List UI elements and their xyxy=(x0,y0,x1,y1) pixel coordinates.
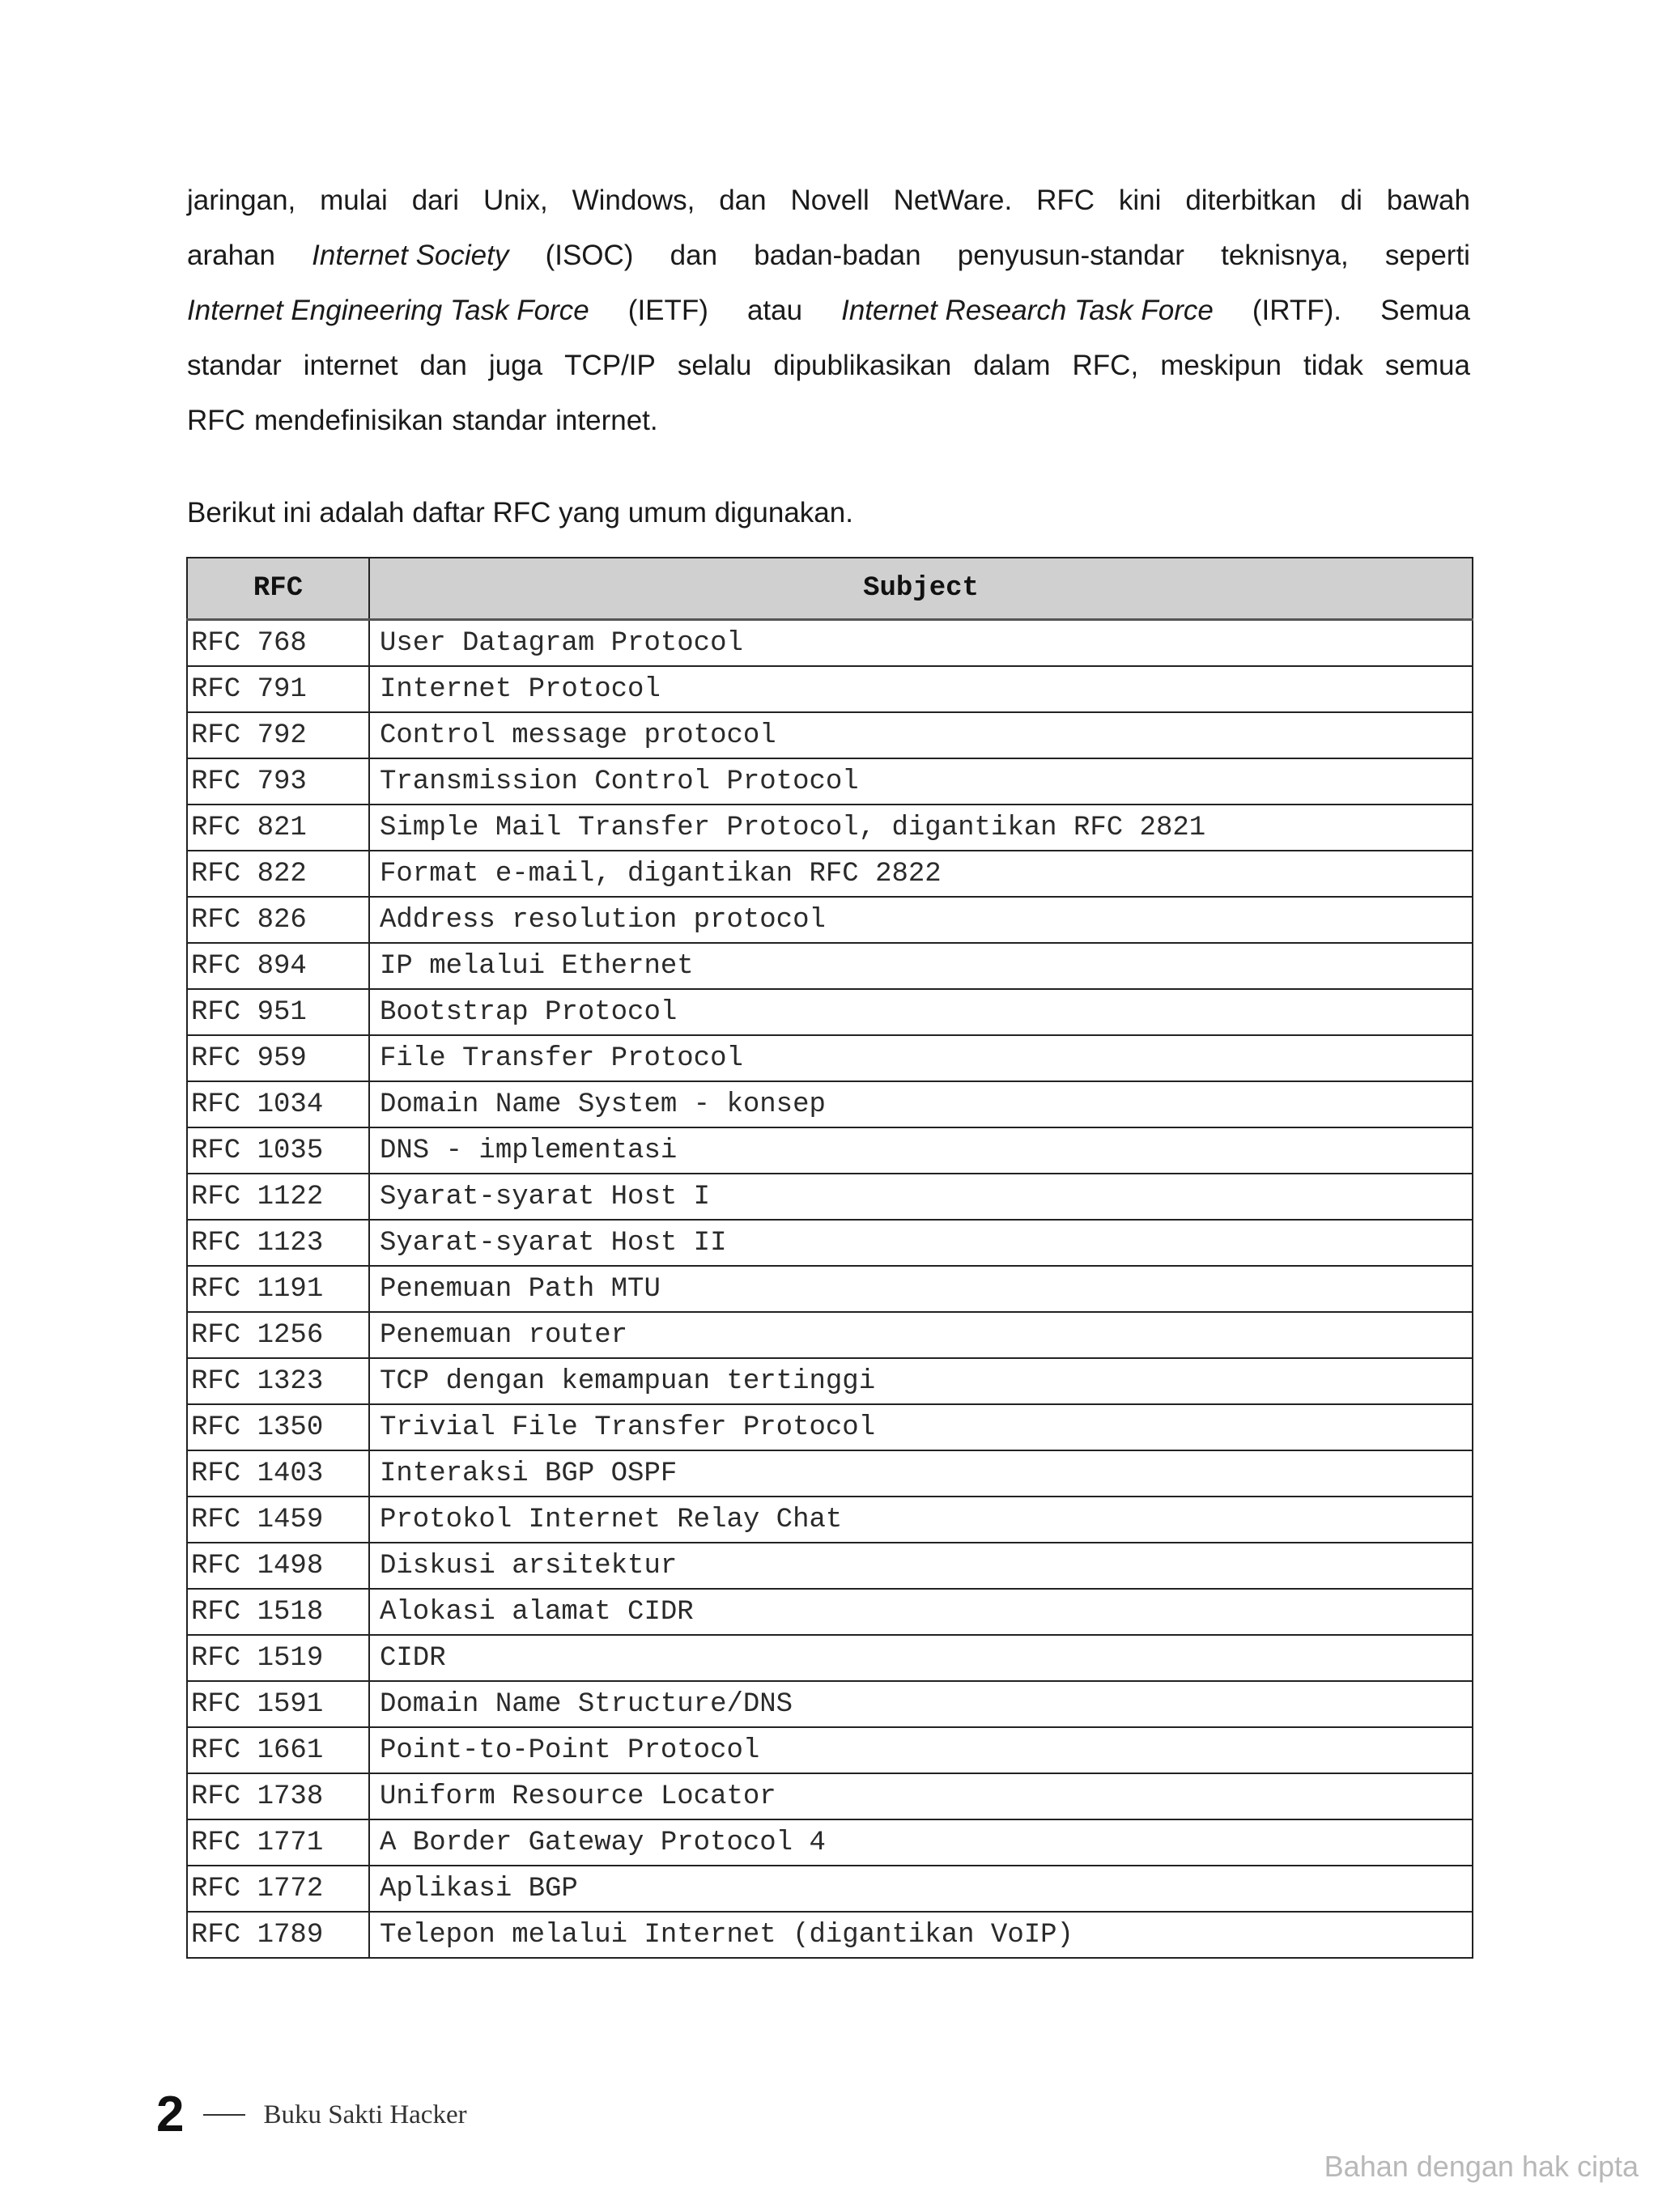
rfc-subject-cell: Interaksi BGP OSPF xyxy=(369,1450,1473,1497)
paragraph-word: di xyxy=(1340,185,1363,216)
rfc-number-cell: RFC 1591 xyxy=(187,1681,369,1727)
paragraph-word: penyusun-standar xyxy=(957,240,1184,271)
rfc-number-cell: RFC 951 xyxy=(187,989,369,1035)
paragraph-word: mendefinisikan xyxy=(253,405,444,436)
rfc-number-cell: RFC 1738 xyxy=(187,1773,369,1819)
table-row xyxy=(187,897,1473,943)
table-row xyxy=(187,989,1473,1035)
rfc-number-cell: RFC 791 xyxy=(187,666,369,712)
rfc-subject-cell: Syarat-syarat Host I xyxy=(369,1174,1473,1220)
rfc-subject-cell: Transmission Control Protocol xyxy=(369,758,1473,805)
table-body xyxy=(187,620,1473,1959)
paragraph-word: RFC xyxy=(187,405,245,436)
paragraph-word: TCP/IP xyxy=(564,350,656,381)
page-number: 2 xyxy=(156,2087,185,2142)
paragraph-word: arahan xyxy=(187,240,275,271)
rfc-subject-cell: DNS - implementasi xyxy=(369,1127,1473,1174)
rfc-number-cell: RFC 1323 xyxy=(187,1358,369,1404)
rfc-subject-cell: TCP dengan kemampuan tertinggi xyxy=(369,1358,1473,1404)
paragraph-word: juga xyxy=(488,350,543,381)
rfc-subject-cell: Trivial File Transfer Protocol xyxy=(369,1404,1473,1450)
paragraph-line xyxy=(187,228,1470,283)
rfc-number-cell: RFC 1034 xyxy=(187,1081,369,1127)
paragraph-word: Windows, xyxy=(572,185,695,216)
paragraph-word: dalam xyxy=(973,350,1051,381)
table-row xyxy=(187,620,1473,667)
table-row xyxy=(187,943,1473,989)
paragraph-word: seperti xyxy=(1384,240,1470,271)
rfc-number-cell: RFC 1519 xyxy=(187,1635,369,1681)
rfc-subject-cell: Aplikasi BGP xyxy=(369,1866,1473,1912)
rfc-subject-cell: Alokasi alamat CIDR xyxy=(369,1589,1473,1635)
table-row xyxy=(187,1681,1473,1727)
column-header-subject: Subject xyxy=(369,558,1473,620)
table-row xyxy=(187,1266,1473,1312)
table-row xyxy=(187,1035,1473,1081)
paragraph-word: Semua xyxy=(1380,295,1470,326)
table-row xyxy=(187,1819,1473,1866)
rfc-number-cell: RFC 1122 xyxy=(187,1174,369,1220)
table-row xyxy=(187,1543,1473,1589)
paragraph-word: (ISOC) xyxy=(545,240,634,271)
rfc-table xyxy=(186,557,1473,1959)
table-row xyxy=(187,1174,1473,1220)
footer-divider xyxy=(203,2114,245,2116)
rfc-number-cell: RFC 1256 xyxy=(187,1312,369,1358)
paragraph-word: dan xyxy=(719,185,767,216)
paragraph-word: (IETF) xyxy=(627,295,708,326)
paragraph-word: Novell xyxy=(790,185,869,216)
paragraph-word: diterbitkan xyxy=(1185,185,1316,216)
rfc-number-cell: RFC 821 xyxy=(187,805,369,851)
paragraph-word: mulai xyxy=(320,185,388,216)
paragraph-word: meskipun xyxy=(1160,350,1282,381)
copyright-watermark: Bahan dengan hak cipta xyxy=(1324,2150,1639,2183)
rfc-subject-cell: Protokol Internet Relay Chat xyxy=(369,1497,1473,1543)
table-intro-text: Berikut ini adalah daftar RFC yang umum digunakan. xyxy=(187,497,853,529)
rfc-subject-cell: User Datagram Protocol xyxy=(369,620,1473,667)
rfc-subject-cell: Penemuan Path MTU xyxy=(369,1266,1473,1312)
rfc-subject-cell: Domain Name Structure/DNS xyxy=(369,1681,1473,1727)
rfc-subject-cell: CIDR xyxy=(369,1635,1473,1681)
rfc-subject-cell: File Transfer Protocol xyxy=(369,1035,1473,1081)
paragraph-word: dipublikasikan xyxy=(773,350,952,381)
table-row xyxy=(187,1127,1473,1174)
table-row xyxy=(187,1635,1473,1681)
rfc-number-cell: RFC 959 xyxy=(187,1035,369,1081)
rfc-number-cell: RFC 1789 xyxy=(187,1912,369,1958)
paragraph-word: standar xyxy=(452,405,547,436)
table-row xyxy=(187,1773,1473,1819)
paragraph-word: standar xyxy=(187,350,282,381)
rfc-number-cell: RFC 1191 xyxy=(187,1266,369,1312)
rfc-subject-cell: Diskusi arsitektur xyxy=(369,1543,1473,1589)
table-row xyxy=(187,1589,1473,1635)
paragraph-word: teknisnya, xyxy=(1221,240,1349,271)
table-row xyxy=(187,1727,1473,1773)
table-row xyxy=(187,758,1473,805)
paragraph-word: tidak xyxy=(1303,350,1363,381)
paragraph-word: RFC xyxy=(1036,185,1095,216)
paragraph-word: jaringan, xyxy=(187,185,296,216)
rfc-number-cell: RFC 1123 xyxy=(187,1220,369,1266)
rfc-number-cell: RFC 1403 xyxy=(187,1450,369,1497)
rfc-subject-cell: Syarat-syarat Host II xyxy=(369,1220,1473,1266)
table-row xyxy=(187,1081,1473,1127)
rfc-subject-cell: Penemuan router xyxy=(369,1312,1473,1358)
table-row xyxy=(187,1358,1473,1404)
rfc-number-cell: RFC 1771 xyxy=(187,1819,369,1866)
rfc-subject-cell: Bootstrap Protocol xyxy=(369,989,1473,1035)
rfc-subject-cell: Point-to-Point Protocol xyxy=(369,1727,1473,1773)
rfc-subject-cell: A Border Gateway Protocol 4 xyxy=(369,1819,1473,1866)
paragraph-word: selalu xyxy=(677,350,752,381)
paragraph-line xyxy=(187,173,1470,228)
book-title: Buku Sakti Hacker xyxy=(263,2099,467,2129)
paragraph-line xyxy=(187,338,1470,393)
table-row xyxy=(187,1312,1473,1358)
rfc-number-cell: RFC 826 xyxy=(187,897,369,943)
rfc-number-cell: RFC 822 xyxy=(187,851,369,897)
table-row xyxy=(187,1450,1473,1497)
rfc-subject-cell: Internet Protocol xyxy=(369,666,1473,712)
italic-term: Internet Research Task Force xyxy=(841,295,1214,326)
paragraph-word: badan-badan xyxy=(754,240,921,271)
rfc-subject-cell: Telepon melalui Internet (digantikan VoIP) xyxy=(369,1912,1473,1958)
paragraph-word: bawah xyxy=(1386,185,1470,216)
table-row xyxy=(187,805,1473,851)
paragraph-word: NetWare. xyxy=(893,185,1013,216)
table-row xyxy=(187,1220,1473,1266)
rfc-number-cell: RFC 1518 xyxy=(187,1589,369,1635)
paragraph-word: internet xyxy=(303,350,398,381)
page-footer xyxy=(156,2087,467,2142)
paragraph-word: kini xyxy=(1118,185,1162,216)
italic-term: Internet Engineering Task Force xyxy=(187,295,589,326)
table-row xyxy=(187,851,1473,897)
paragraph-word: RFC, xyxy=(1072,350,1139,381)
rfc-number-cell: RFC 894 xyxy=(187,943,369,989)
paragraph-word: dari xyxy=(411,185,460,216)
table-row xyxy=(187,1404,1473,1450)
rfc-subject-cell: Uniform Resource Locator xyxy=(369,1773,1473,1819)
rfc-subject-cell: Control message protocol xyxy=(369,712,1473,758)
paragraph-line xyxy=(187,283,1470,338)
rfc-number-cell: RFC 1350 xyxy=(187,1404,369,1450)
table-header-row xyxy=(187,558,1473,620)
table-row xyxy=(187,1912,1473,1958)
rfc-subject-cell: Domain Name System - konsep xyxy=(369,1081,1473,1127)
rfc-subject-cell: Format e-mail, digantikan RFC 2822 xyxy=(369,851,1473,897)
rfc-subject-cell: Address resolution protocol xyxy=(369,897,1473,943)
paragraph-word: dan xyxy=(670,240,718,271)
rfc-number-cell: RFC 792 xyxy=(187,712,369,758)
body-paragraph xyxy=(187,173,1470,448)
rfc-number-cell: RFC 793 xyxy=(187,758,369,805)
table-row xyxy=(187,1866,1473,1912)
rfc-subject-cell: Simple Mail Transfer Protocol, digantikan RFC 2821 xyxy=(369,805,1473,851)
paragraph-line xyxy=(187,393,1470,448)
paragraph-word: (IRTF). xyxy=(1252,295,1342,326)
paragraph-word: atau xyxy=(746,295,803,326)
italic-term: Internet Society xyxy=(312,240,509,271)
paragraph-word: dan xyxy=(419,350,467,381)
rfc-number-cell: RFC 1459 xyxy=(187,1497,369,1543)
paragraph-word: semua xyxy=(1384,350,1470,381)
paragraph-word: internet. xyxy=(555,405,658,436)
table-row xyxy=(187,712,1473,758)
paragraph-word: Unix, xyxy=(483,185,548,216)
column-header-rfc: RFC xyxy=(187,558,369,620)
rfc-number-cell: RFC 1035 xyxy=(187,1127,369,1174)
rfc-number-cell: RFC 768 xyxy=(187,620,369,667)
table-row xyxy=(187,666,1473,712)
table-row xyxy=(187,1497,1473,1543)
rfc-number-cell: RFC 1772 xyxy=(187,1866,369,1912)
rfc-number-cell: RFC 1661 xyxy=(187,1727,369,1773)
rfc-subject-cell: IP melalui Ethernet xyxy=(369,943,1473,989)
rfc-number-cell: RFC 1498 xyxy=(187,1543,369,1589)
